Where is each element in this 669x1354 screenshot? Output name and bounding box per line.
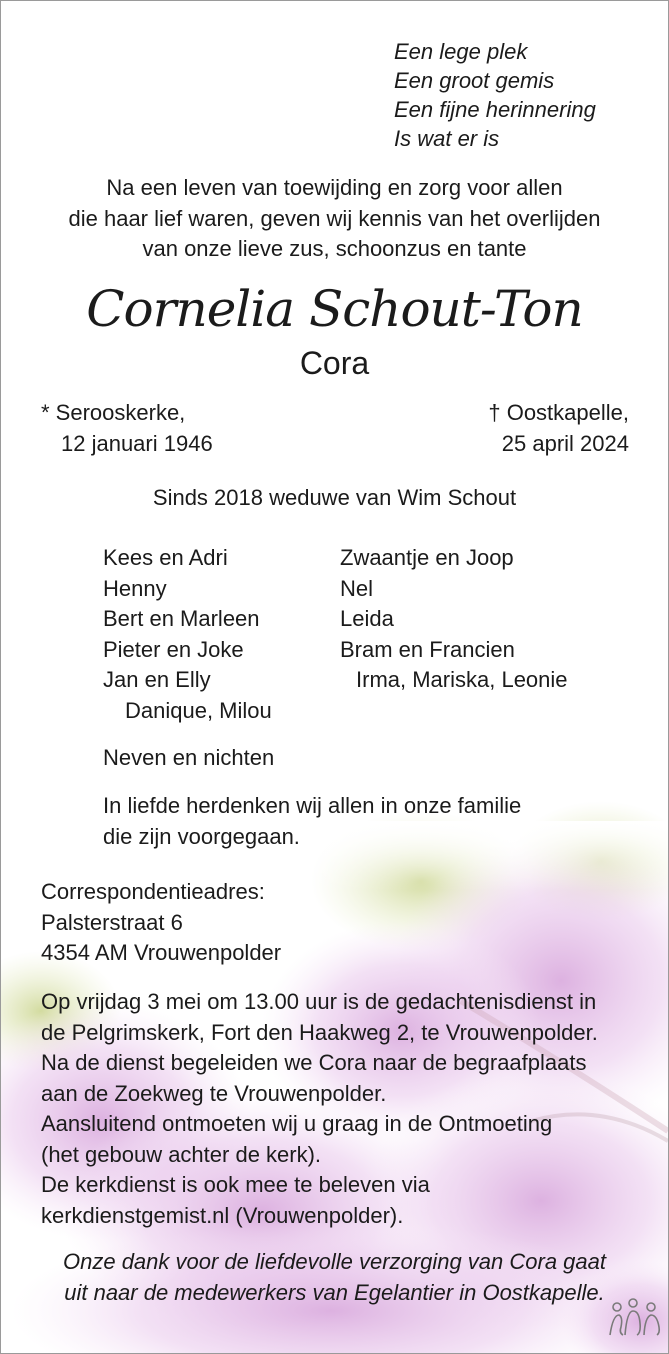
family-list-left	[103, 543, 272, 726]
intro-line: Na een leven van toewijding en zorg voor allen	[106, 175, 563, 200]
family-member: Zwaantje en Joop	[340, 545, 514, 570]
correspondence-street: Palsterstraat 6	[41, 909, 183, 935]
service-line: kerkdienstgemist.nl (Vrouwenpolder).	[41, 1202, 404, 1228]
birth-info	[41, 398, 213, 459]
service-line: Op vrijdag 3 mei om 13.00 uur is de gedachtenisdienst in	[41, 989, 597, 1014]
poem-line: Een groot gemis	[394, 68, 555, 93]
poem-line: Een fijne herinnering	[394, 97, 596, 122]
family-member: Irma, Mariska, Leonie	[356, 667, 568, 692]
family-member: Henny	[103, 575, 167, 601]
correspondence-address	[41, 877, 281, 969]
family-member: Kees en Adri	[103, 545, 228, 570]
family-member: Bram en Francien	[340, 636, 515, 662]
family-people-icon	[607, 1297, 663, 1339]
death-date: 25 april 2024	[501, 430, 629, 456]
intro-line: van onze lieve zus, schoonzus en tante	[142, 236, 527, 261]
poem-line: Is wat er is	[394, 126, 500, 151]
family-member: Nel	[340, 575, 374, 601]
service-line: aan de Zoekweg te Vrouwenpolder.	[41, 1080, 387, 1106]
intro-text	[1, 173, 668, 265]
service-line: De kerkdienst is ook mee te beleven via	[41, 1172, 430, 1197]
thanks-text	[1, 1247, 668, 1308]
service-line: Na de dienst begeleiden we Cora naar de begraafplaats	[41, 1050, 587, 1075]
death-place: † Oostkapelle,	[488, 400, 629, 425]
deceased-nickname: Cora	[299, 345, 370, 381]
poem	[394, 37, 596, 153]
service-line: de Pelgrimskerk, Fort den Haakweg 2, te Vrouwenpolder.	[41, 1019, 598, 1045]
widow-line: Sinds 2018 weduwe van Wim Schout	[152, 485, 517, 510]
thanks-line: uit naar de medewerkers van Egelantier in Oostkapelle.	[64, 1279, 605, 1305]
correspondence-label: Correspondentieadres:	[41, 879, 265, 904]
family-member: Danique, Milou	[125, 697, 272, 723]
death-info	[488, 398, 629, 459]
service-line: Aansluitend ontmoeten wij u graag in de Ontmoeting	[41, 1111, 553, 1136]
intro-line: die haar lief waren, geven wij kennis van het overlijden	[68, 205, 601, 231]
memory-line: die zijn voorgegaan.	[103, 823, 300, 849]
thanks-line: Onze dank voor de liefdevolle verzorging van Cora gaat	[63, 1249, 606, 1274]
family-member: Leida	[340, 606, 394, 631]
service-line: (het gebouw achter de kerk).	[41, 1141, 322, 1167]
correspondence-city: 4354 AM Vrouwenpolder	[41, 940, 282, 965]
family-member: Bert en Marleen	[103, 606, 260, 631]
family-member: Jan en Elly	[103, 667, 211, 692]
birth-place: * Serooskerke,	[41, 400, 186, 425]
memory-text	[103, 791, 521, 852]
neven-line: Neven en nichten	[103, 745, 275, 770]
birth-date: 12 januari 1946	[61, 430, 213, 456]
deceased-name: Cornelia Schout-Ton	[86, 280, 583, 338]
family-list-right	[340, 543, 568, 696]
memory-line: In liefde herdenken wij allen in onze familie	[103, 793, 522, 818]
service-info	[41, 987, 598, 1231]
poem-line: Een lege plek	[394, 39, 528, 64]
family-member: Pieter en Joke	[103, 636, 244, 662]
